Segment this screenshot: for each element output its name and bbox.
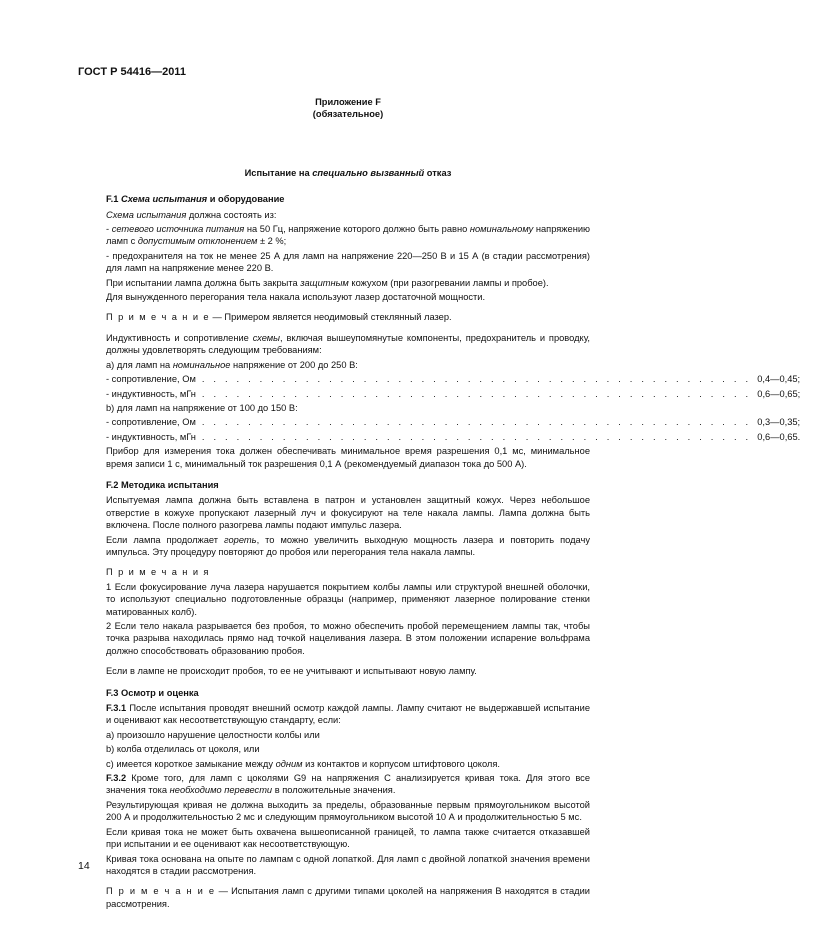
f1-paragraph-power-source: - сетевого источника питания на 50 Гц, напряжение которого должно быть равно номинальному напряжению ламп с допустимым отклонением ± 2 %; (106, 224, 590, 247)
f3-2-paragraph: F.3.2 Кроме того, для ламп с цоколями G9 на напряжения С анализируется кривая тока. Для этого все значения тока необходимо перевести в положительные значения. (106, 773, 590, 796)
section-f2-heading: F.2 Методика испытания (106, 479, 219, 490)
f3-paragraph-curve-limits: Результирующая кривая не должна выходить за пределы, образованные первым прямоугольником высотой 200 А и продолжительностью 2 мс и следующим прямоугольником высотой 10 А и продолжительностью 5 мс. (106, 799, 590, 823)
f3-list-item-b: b) колба отделилась от цоколя, или (106, 744, 260, 755)
f1-paragraph-fuse: - предохранителя на ток не менее 25 А для ламп на напряжение 220—250 В и 15 А (в стадии рассмотрения) для ламп на напряжение менее 220 В. (106, 250, 590, 274)
section-f3-heading: F.3 Осмотр и оценка (106, 687, 199, 698)
f1-paragraph-cover: При испытании лампа должна быть закрыта защитным кожухом (при разогревании лампы и пробое). (106, 277, 549, 288)
document-title: Испытание на специально вызванный отказ (244, 167, 452, 178)
f1-paragraph-meter: Прибор для измерения тока должен обеспечивать минимальное время разрешения 0,1 мс, минимальное время записи 1 с, минимальный ток разрешения 0,1 А (рекомендуемый диапазон тока до 500 А). (106, 446, 590, 469)
f1-a-resistance-row: - сопротивление, Ом . . . . . . . . . . . . . . . . . . . . . . . . . . . . . . . . . . . . . . . . . . . . . . . . 0,4—0,45; (106, 374, 801, 385)
f3-list-item-c: c) имеется короткое замыкание между одним из контактов и корпусом штифтового цоколя. (106, 758, 500, 769)
page-content (106, 96, 801, 912)
f2-paragraph-repeat: Если лампа продолжает гореть, то можно увеличить выходную мощность лазера и повторить подачу импульса. Эту процедуру повторяют до пробоя или перегорания тела накала лампы. (106, 534, 590, 557)
f2-note-2: 2 Если тело накала разрывается без пробоя, то можно обеспечить пробой перемещением лампы так, чтобы точка разрыва находилась прямо над точкой нацеливания лазера. В этом положении испарение вольфрама должно способствовать образованию пробоя. (106, 621, 590, 656)
f3-1-paragraph: F.3.1 После испытания проводят внешний осмотр каждой лампы. Лампу считают не выдержавшей испытание и оценивают как несоответствующую стандарту, если: (106, 703, 590, 726)
f1-a-inductance-row: - индуктивность, мГн . . . . . . . . . . . . . . . . . . . . . . . . . . . . . . . . . . . . . . . . . . . . . . . . 0,6—0,65; (106, 388, 801, 399)
f1-b-inductance-row: - индуктивность, мГн . . . . . . . . . . . . . . . . . . . . . . . . . . . . . . . . . . . . . . . . . . . . . . . . 0,6—0,65. (106, 431, 801, 442)
f1-b-resistance-row: - сопротивление, Ом . . . . . . . . . . . . . . . . . . . . . . . . . . . . . . . . . . . . . . . . . . . . . . . . 0,3—0,35; (106, 417, 801, 428)
standard-code: ГОСТ Р 54416—2011 (78, 66, 186, 78)
f1-list-b-heading: b) для ламп на напряжение от 100 до 150 В: (106, 402, 298, 413)
f3-list-item-a: a) произошло нарушение целостности колбы или (106, 729, 320, 740)
f2-paragraph-setup: Испытуемая лампа должна быть вставлена в патрон и установлен защитный кожух. Через небольшое отверстие в кожухе пропускают лазерный луч и фокусируют на теле накала лампы. Лампа должна быть включена. После полного разогрева лампы подают импульс лазера. (106, 495, 590, 531)
section-f1-heading: F.1 Схема испытания и оборудование (106, 194, 285, 205)
f1-paragraph-laser: Для вынужденного перегорания тела накала используют лазер достаточной мощности. (106, 292, 486, 303)
f3-paragraph-failed: Если кривая тока не может быть охвачена вышеописанной границей, то лампа также считается отказавшей при испытании и ее оценивают как несоответствующую. (106, 826, 590, 850)
f1-paragraph-requirements: Индуктивность и сопротивление схемы, включая вышеупомянутые компоненты, предохранитель и проводку, должны удовлетворять следующим требованиям: (106, 332, 590, 356)
f2-note-1: 1 Если фокусирование луча лазера нарушается покрытием колбы лампы или структурой внешней оболочки, то используют специально подготовленные образцы (например, применяют лазерное полирование стенки матированных колб). (106, 581, 590, 617)
f1-list-a-heading: a) для ламп на номинальное напряжение от 200 до 250 В: (106, 359, 358, 370)
f3-paragraph-experience: Кривая тока основана на опыте по лампам с одной лопаткой. Для ламп с двойной лопаткой значения времени находятся в стадии рассмотрения. (106, 853, 590, 876)
page-number: 14 (78, 860, 90, 872)
appendix-title: Приложение F (315, 97, 381, 107)
f2-notes-label: П р и м е ч а н и я (106, 567, 210, 578)
f3-note: П р и м е ч а н и е — Испытания ламп с другими типами цоколей на напряжения В находятся в стадии рассмотрения. (106, 886, 590, 909)
f1-paragraph-scheme: Схема испытания должна состоять из: (106, 209, 277, 220)
f2-paragraph-no-breakdown: Если в лампе не происходит пробоя, то ее не учитывают и испытывают новую лампу. (106, 666, 477, 677)
appendix-status: (обязательное) (312, 109, 384, 120)
f1-note: П р и м е ч а н и е — Примером является неодимовый стеклянный лазер. (106, 312, 452, 323)
